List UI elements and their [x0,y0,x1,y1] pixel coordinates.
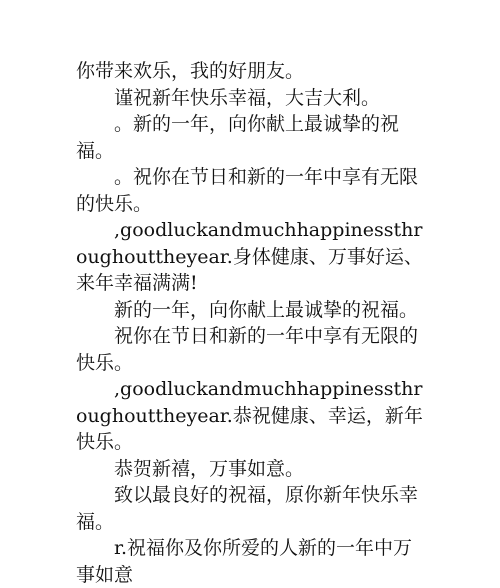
paragraph-7: 祝你在节日和新的一年中享有无限的快乐。 [76,325,419,374]
paragraph-5: ,goodluckandmuchhappinessthroughouttheyear.身体健康、万事好运、来年幸福满满! [76,219,423,294]
paragraph-10: 致以最良好的祝福，原你新年快乐幸福。 [76,484,419,533]
document-body [76,58,426,588]
paragraph-2: 谨祝新年快乐幸福，大吉大利。 [114,86,381,109]
paragraph-4: 。祝你在节日和新的一年中享有无限的快乐。 [76,166,419,215]
paragraph-6: 新的一年，向你献上最诚挚的祝福。 [114,298,419,321]
paragraph-3: 。新的一年，向你献上最诚挚的祝福。 [76,113,400,162]
paragraph-1: 你带来欢乐，我的好朋友。 [76,60,305,82]
paragraph-9: 恭贺新禧，万事如意。 [114,457,305,480]
paragraph-11: r.祝福你及你所爱的人新的一年中万事如意 [76,537,413,586]
paragraph-8: ,goodluckandmuchhappinessthroughouttheyear.恭祝健康、幸运，新年快乐。 [76,378,423,453]
